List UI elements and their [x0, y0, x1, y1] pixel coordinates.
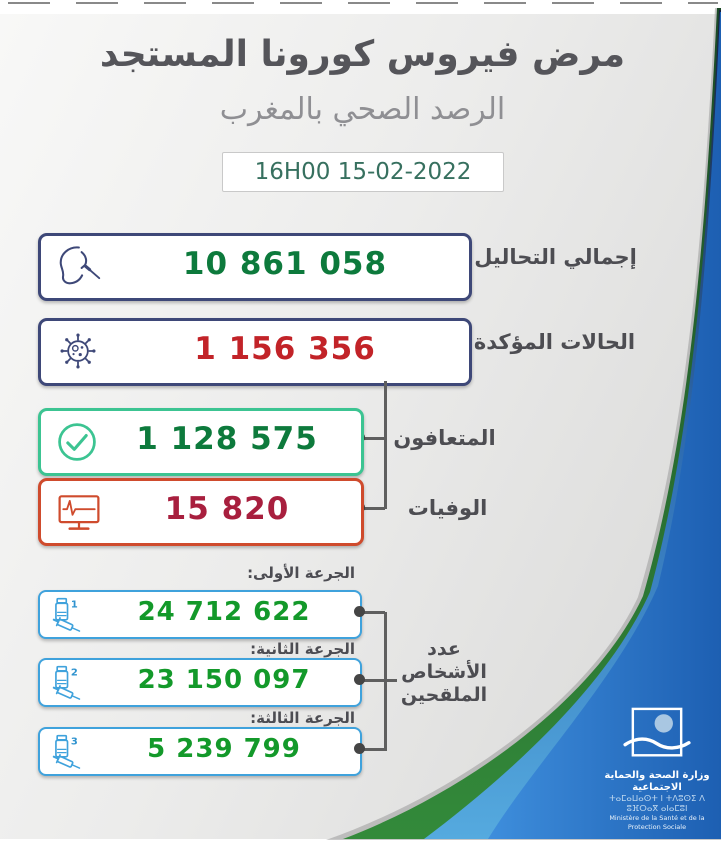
recovered-box [38, 408, 364, 476]
vaccine-vial-syringe-icon [46, 731, 94, 771]
connector-dot [354, 606, 365, 617]
deaths-box [38, 478, 364, 546]
recovered-label: المتعافون [393, 426, 496, 450]
connector-line [384, 612, 387, 751]
connector-dot [354, 674, 365, 685]
dose2-box [38, 658, 362, 707]
dose2-value: 23 150 097 [137, 665, 311, 695]
recovered-value: 1 128 575 [136, 421, 318, 457]
dose1-box [38, 590, 362, 639]
dose3-label: الجرعة الثالثة: [250, 709, 355, 727]
check-circle-icon [55, 420, 99, 464]
confirmed-cases-label: الحالات المؤكدة [473, 330, 636, 354]
deaths-label: الوفيات [407, 496, 488, 520]
vaccine-vial-syringe-icon [46, 594, 94, 634]
dose2-badge: 2 [70, 667, 78, 679]
heart-monitor-icon [55, 488, 103, 536]
dose3-value: 5 239 799 [147, 734, 301, 764]
ministry-logo [596, 706, 718, 832]
vaccine-vial-syringe-icon [46, 662, 94, 702]
ministry-sun-wave-logo-icon [622, 706, 692, 764]
nasal-swab-test-icon [51, 241, 103, 293]
ministry-name-arabic: وزارة الصحة والحماية الاجتماعية [604, 770, 710, 793]
virus-icon [53, 326, 103, 376]
dose1-value: 24 712 622 [137, 597, 311, 627]
connector-line [362, 437, 385, 440]
connector-line [362, 748, 385, 751]
vaccinated-people-label: عدد الأشخاص الملقحين [400, 638, 488, 706]
total-tests-label: إجمالي التحاليل [474, 245, 637, 269]
confirmed-cases-box [38, 318, 472, 386]
page-subtitle: الرصد الصحي بالمغرب [219, 92, 506, 127]
dose1-label: الجرعة الأولى: [247, 564, 355, 582]
ministry-name-tifinagh: ⵜⴰⵎⴰⵡⴰⵙⵜ ⵏ ⵜⴷⵓⵙⵉ ⴷ ⵓⴼⵔⴰⴳ ⴰⵏⴰⵎⵓⵏ [609, 794, 705, 814]
total-tests-value: 10 861 058 [182, 246, 388, 282]
confirmed-cases-value: 1 156 356 [194, 331, 376, 367]
report-datetime-box: 16H00 15-02-2022 [222, 152, 504, 192]
connector-line [384, 381, 387, 509]
connector-line [362, 507, 385, 510]
total-tests-box [38, 233, 472, 301]
dose3-box [38, 727, 362, 776]
connector-line [362, 611, 385, 614]
dose3-badge: 3 [70, 736, 78, 748]
connector-dot [354, 743, 365, 754]
ministry-name-french: Ministère de la Santé et de la Protection Sociale [609, 814, 705, 831]
dose1-badge: 1 [70, 599, 78, 611]
deaths-value: 15 820 [164, 491, 290, 527]
page-title: مرض فيروس كورونا المستجد [99, 34, 626, 75]
dose2-label: الجرعة الثانية: [250, 640, 355, 658]
